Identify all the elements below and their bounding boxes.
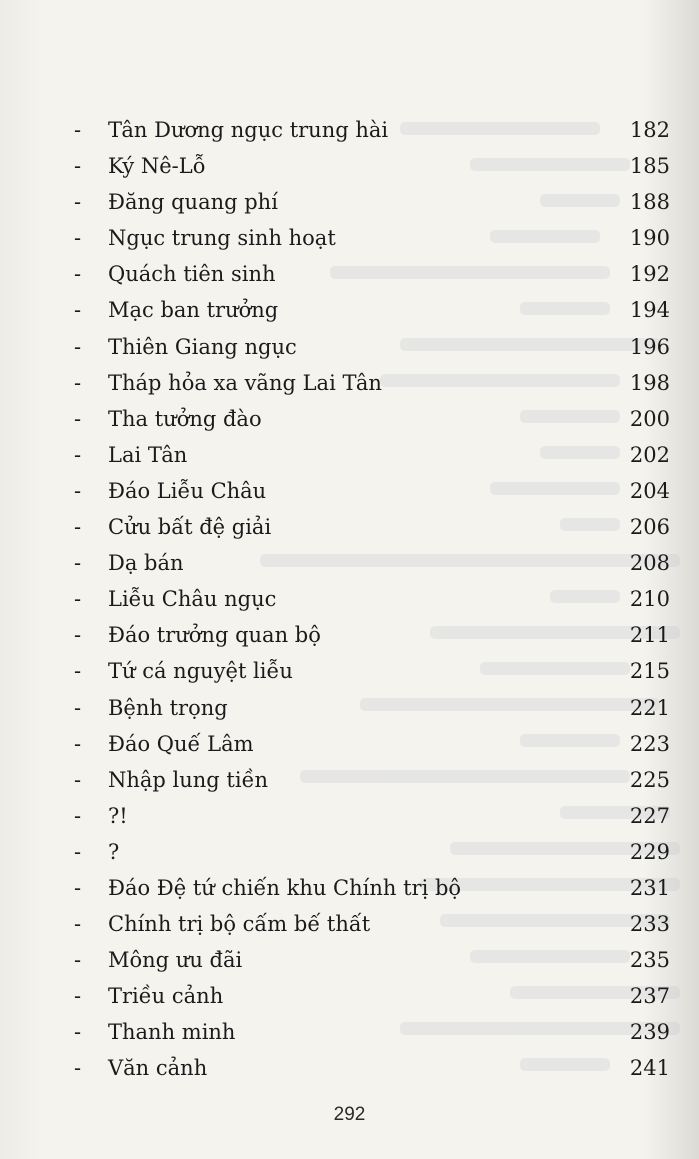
- entry-page-number: 208: [629, 551, 670, 576]
- entry-dash: -: [74, 226, 82, 251]
- entry-title: Tứ cá nguyệt liễu: [108, 659, 293, 684]
- entry-dash: -: [74, 695, 82, 720]
- toc-entry: [74, 220, 670, 256]
- entry-page-number: 190: [629, 226, 670, 251]
- toc-entry: [74, 256, 670, 292]
- entry-page-number: 194: [629, 298, 670, 323]
- entry-page-number: 196: [629, 334, 670, 359]
- entry-page-number: 185: [629, 154, 670, 179]
- entry-page-number: 200: [629, 406, 670, 431]
- table-of-contents: [74, 112, 670, 1087]
- entry-dash: -: [74, 623, 82, 648]
- toc-entry: [74, 690, 670, 726]
- entry-page-number: 192: [629, 262, 670, 287]
- entry-dash: -: [74, 478, 82, 503]
- entry-dash: -: [74, 731, 82, 756]
- entry-dash: -: [74, 1056, 82, 1081]
- entry-title: ?!: [108, 803, 128, 828]
- entry-page-number: 198: [629, 370, 670, 395]
- entry-dash: -: [74, 803, 82, 828]
- entry-page-number: 239: [629, 1020, 670, 1045]
- entry-dash: -: [74, 334, 82, 359]
- entry-title: Tha tưởng đào: [108, 406, 262, 431]
- entry-title: Liễu Châu ngục: [108, 587, 277, 612]
- entry-page-number: 229: [629, 839, 670, 864]
- toc-entry: [74, 581, 670, 617]
- entry-page-number: 227: [629, 803, 670, 828]
- entry-dash: -: [74, 587, 82, 612]
- toc-entry: [74, 798, 670, 834]
- entry-dash: -: [74, 551, 82, 576]
- entry-dash: -: [74, 1020, 82, 1045]
- toc-entry: [74, 112, 670, 148]
- toc-entry: [74, 653, 670, 689]
- page-folio-number: 292: [333, 1104, 366, 1125]
- toc-entry: [74, 617, 670, 653]
- toc-entry: [74, 545, 670, 581]
- entry-page-number: 235: [629, 948, 670, 973]
- entry-dash: -: [74, 262, 82, 287]
- entry-dash: -: [74, 406, 82, 431]
- toc-entry: [74, 184, 670, 220]
- entry-dash: -: [74, 154, 82, 179]
- entry-dash: -: [74, 442, 82, 467]
- entry-page-number: 182: [629, 118, 670, 142]
- toc-entry: [74, 942, 670, 978]
- entry-dash: -: [74, 118, 82, 142]
- entry-title: Văn cảnh: [108, 1056, 208, 1081]
- entry-dash: -: [74, 659, 82, 684]
- entry-title: Lai Tân: [108, 442, 188, 467]
- entry-dash: -: [74, 875, 82, 900]
- toc-entry: [74, 834, 670, 870]
- entry-page-number: 231: [629, 875, 670, 900]
- toc-entry: [74, 978, 670, 1014]
- entry-title: Chính trị bộ cấm bế thất: [108, 912, 371, 937]
- toc-entry: [74, 401, 670, 437]
- entry-title: Triều cảnh: [108, 984, 224, 1009]
- entry-page-number: 206: [629, 515, 670, 540]
- toc-entry: [74, 762, 670, 798]
- entry-title: Đăng quang phí: [108, 190, 278, 215]
- toc-entry: [74, 509, 670, 545]
- entry-dash: -: [74, 948, 82, 973]
- entry-title: Dạ bán: [108, 551, 184, 576]
- toc-entry: [74, 365, 670, 401]
- entry-dash: -: [74, 190, 82, 215]
- entry-title: Tân Dương ngục trung hài: [108, 118, 389, 142]
- entry-page-number: 211: [629, 623, 670, 648]
- entry-page-number: 210: [629, 587, 670, 612]
- toc-entry: [74, 870, 670, 906]
- entry-page-number: 225: [629, 767, 670, 792]
- entry-title: Tháp hỏa xa vãng Lai Tân: [108, 370, 382, 395]
- entry-title: Đáo Liễu Châu: [108, 478, 267, 503]
- toc-entry: [74, 1014, 670, 1050]
- entry-dash: -: [74, 370, 82, 395]
- entry-page-number: 223: [629, 731, 670, 756]
- entry-page-number: 241: [629, 1056, 670, 1081]
- entry-title: Thiên Giang ngục: [108, 334, 297, 359]
- toc-entry: [74, 148, 670, 184]
- toc-entry: [74, 473, 670, 509]
- toc-entry: [74, 292, 670, 328]
- toc-entry: [74, 726, 670, 762]
- entry-title: Mạc ban trưởng: [108, 298, 279, 323]
- entry-page-number: 202: [629, 442, 670, 467]
- entry-title: ?: [108, 839, 120, 864]
- entry-dash: -: [74, 912, 82, 937]
- entry-title: Đáo Đệ tứ chiến khu Chính trị bộ: [108, 875, 462, 900]
- entry-page-number: 204: [629, 478, 670, 503]
- entry-title: Ngục trung sinh hoạt: [108, 226, 336, 251]
- entry-title: Đáo Quế Lâm: [108, 731, 254, 756]
- toc-entry: [74, 329, 670, 365]
- entry-page-number: 237: [629, 984, 670, 1009]
- entry-title: Cửu bất đệ giải: [108, 515, 272, 540]
- entry-page-number: 221: [629, 695, 670, 720]
- entry-page-number: 188: [629, 190, 670, 215]
- entry-title: Ký Nê-Lỗ: [108, 154, 206, 179]
- entry-dash: -: [74, 767, 82, 792]
- entry-title: Mông ưu đãi: [108, 948, 243, 973]
- entry-title: Đáo trưởng quan bộ: [108, 623, 321, 648]
- entry-title: Nhập lung tiền: [108, 767, 269, 792]
- entry-dash: -: [74, 984, 82, 1009]
- entry-page-number: 215: [629, 659, 670, 684]
- entry-dash: -: [74, 839, 82, 864]
- entry-dash: -: [74, 298, 82, 323]
- entry-title: Thanh minh: [108, 1020, 236, 1045]
- entry-page-number: 233: [629, 912, 670, 937]
- entry-title: Quách tiên sinh: [108, 262, 276, 287]
- entry-dash: -: [74, 515, 82, 540]
- toc-entry: [74, 437, 670, 473]
- entry-title: Bệnh trọng: [108, 695, 228, 720]
- toc-entry: [74, 1050, 670, 1086]
- toc-entry: [74, 906, 670, 942]
